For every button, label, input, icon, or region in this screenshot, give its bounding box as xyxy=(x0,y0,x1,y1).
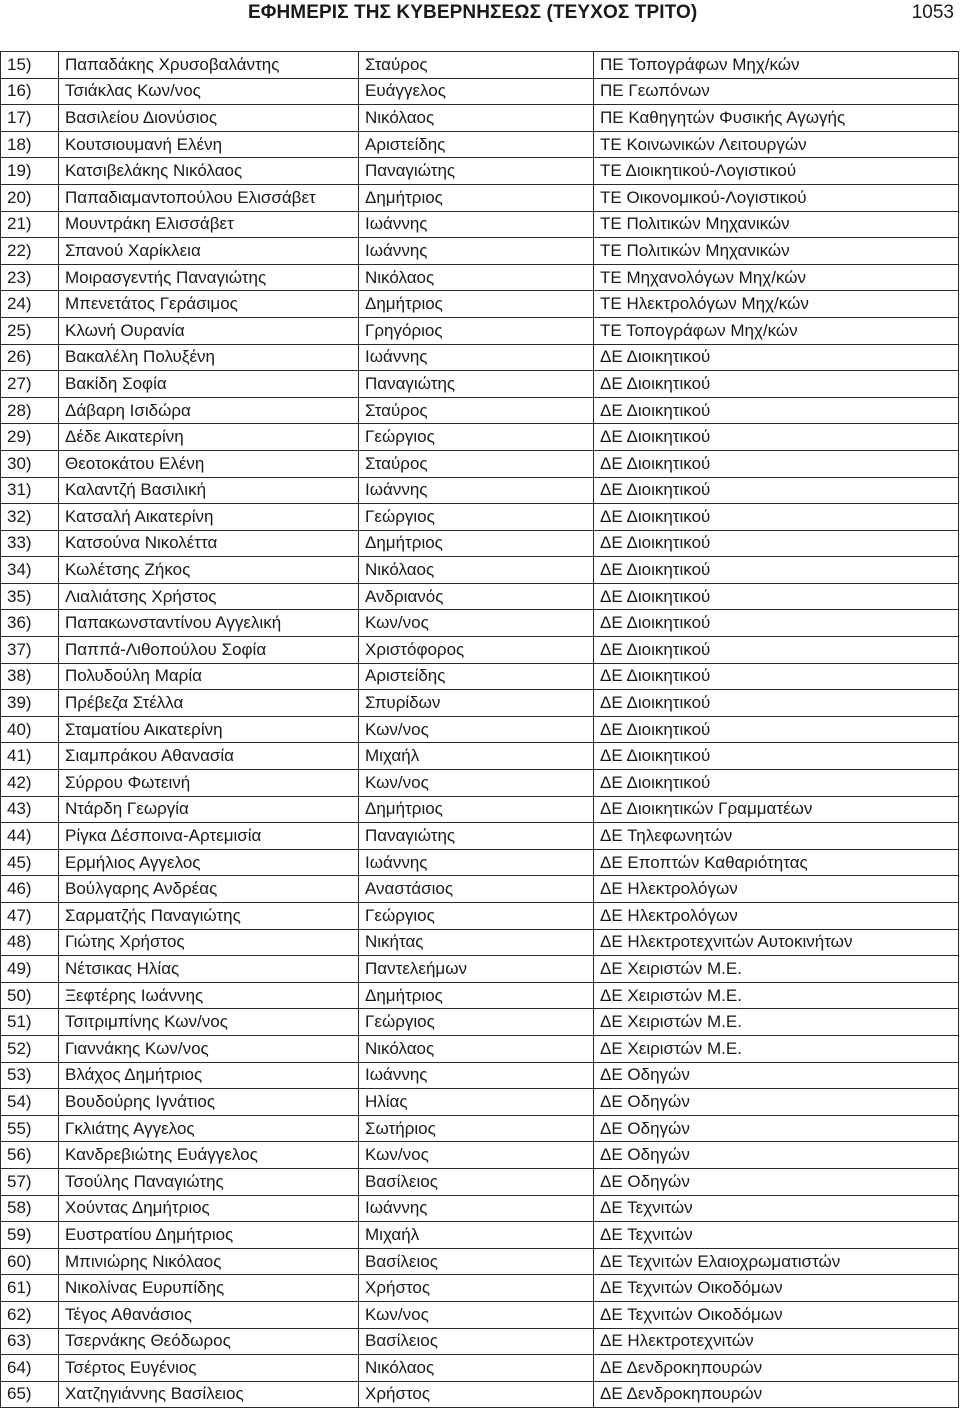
specialty-cell: ΔΕ Διοικητικού xyxy=(594,424,959,451)
father-name-cell: Μιχαήλ xyxy=(359,1222,594,1249)
table-row xyxy=(1,637,959,664)
father-name-cell: Χρήστος xyxy=(359,1275,594,1302)
row-number-cell: 19) xyxy=(1,158,59,185)
father-name-cell: Σταύρος xyxy=(359,450,594,477)
full-name-cell: Μπινιώρης Νικόλαος xyxy=(59,1248,359,1275)
table-row xyxy=(1,477,959,504)
row-number-cell: 40) xyxy=(1,716,59,743)
full-name-cell: Κατσαλή Αικατερίνη xyxy=(59,504,359,531)
specialty-cell: ΔΕ Διοικητικού xyxy=(594,344,959,371)
specialty-cell: ΤΕ Τοπογράφων Μηχ/κών xyxy=(594,317,959,344)
specialty-cell: ΔΕ Χειριστών Μ.Ε. xyxy=(594,982,959,1009)
full-name-cell: Ρίγκα Δέσποινα-Αρτεμισία xyxy=(59,823,359,850)
father-name-cell: Βασίλειος xyxy=(359,1248,594,1275)
table-row xyxy=(1,610,959,637)
row-number-cell: 49) xyxy=(1,956,59,983)
specialty-cell: ΤΕ Μηχανολόγων Μηχ/κών xyxy=(594,264,959,291)
full-name-cell: Σταματίου Αικατερίνη xyxy=(59,716,359,743)
row-number-cell: 62) xyxy=(1,1301,59,1328)
table-row xyxy=(1,211,959,238)
specialty-cell: ΔΕ Διοικητικού xyxy=(594,770,959,797)
specialty-cell: ΔΕ Χειριστών Μ.Ε. xyxy=(594,956,959,983)
row-number-cell: 34) xyxy=(1,557,59,584)
father-name-cell: Νικόλαος xyxy=(359,557,594,584)
full-name-cell: Γκλιάτης Αγγελος xyxy=(59,1115,359,1142)
father-name-cell: Γεώργιος xyxy=(359,903,594,930)
table-row xyxy=(1,131,959,158)
table-row xyxy=(1,424,959,451)
row-number-cell: 15) xyxy=(1,52,59,79)
full-name-cell: Λιαλιάτσης Χρήστος xyxy=(59,583,359,610)
specialty-cell: ΔΕ Διοικητικού xyxy=(594,610,959,637)
row-number-cell: 17) xyxy=(1,105,59,132)
father-name-cell: Μιχαήλ xyxy=(359,743,594,770)
full-name-cell: Βουδούρης Ιγνάτιος xyxy=(59,1089,359,1116)
table-row xyxy=(1,982,959,1009)
specialty-cell: ΤΕ Οικονομικού-Λογιστικού xyxy=(594,184,959,211)
row-number-cell: 58) xyxy=(1,1195,59,1222)
specialty-cell: ΔΕ Οδηγών xyxy=(594,1168,959,1195)
full-name-cell: Χούντας Δημήτριος xyxy=(59,1195,359,1222)
table-row xyxy=(1,1222,959,1249)
row-number-cell: 35) xyxy=(1,583,59,610)
specialty-cell: ΤΕ Πολιτικών Μηχανικών xyxy=(594,211,959,238)
father-name-cell: Κων/νος xyxy=(359,1301,594,1328)
table-row xyxy=(1,1328,959,1355)
full-name-cell: Τσέρτος Ευγένιος xyxy=(59,1355,359,1382)
specialty-cell: ΔΕ Δενδροκηπουρών xyxy=(594,1355,959,1382)
table-row xyxy=(1,557,959,584)
full-name-cell: Παππά-Λιθοπούλου Σοφία xyxy=(59,637,359,664)
staff-roster-table xyxy=(0,51,959,1408)
row-number-cell: 56) xyxy=(1,1142,59,1169)
table-row xyxy=(1,1301,959,1328)
specialty-cell: ΔΕ Διοικητικού xyxy=(594,504,959,531)
table-row xyxy=(1,796,959,823)
full-name-cell: Δάβαρη Ισιδώρα xyxy=(59,397,359,424)
row-number-cell: 60) xyxy=(1,1248,59,1275)
specialty-cell: ΔΕ Διοικητικού xyxy=(594,716,959,743)
father-name-cell: Σταύρος xyxy=(359,52,594,79)
full-name-cell: Νικολίνας Ευρυπίδης xyxy=(59,1275,359,1302)
full-name-cell: Μοιρασγεντής Παναγιώτης xyxy=(59,264,359,291)
table-row xyxy=(1,823,959,850)
row-number-cell: 55) xyxy=(1,1115,59,1142)
table-row xyxy=(1,1168,959,1195)
table-row xyxy=(1,1009,959,1036)
full-name-cell: Κατσούνα Νικολέττα xyxy=(59,530,359,557)
row-number-cell: 45) xyxy=(1,849,59,876)
table-row xyxy=(1,158,959,185)
specialty-cell: ΔΕ Διοικητικού xyxy=(594,583,959,610)
row-number-cell: 18) xyxy=(1,131,59,158)
specialty-cell: ΔΕ Διοικητικού xyxy=(594,557,959,584)
table-row xyxy=(1,690,959,717)
page-number: 1053 xyxy=(911,2,954,23)
specialty-cell: ΔΕ Οδηγών xyxy=(594,1142,959,1169)
table-row xyxy=(1,1195,959,1222)
father-name-cell: Παναγιώτης xyxy=(359,158,594,185)
row-number-cell: 48) xyxy=(1,929,59,956)
table-row xyxy=(1,504,959,531)
father-name-cell: Παντελεήμων xyxy=(359,956,594,983)
table-row xyxy=(1,876,959,903)
table-row xyxy=(1,663,959,690)
father-name-cell: Νικόλαος xyxy=(359,1035,594,1062)
father-name-cell: Σπυρίδων xyxy=(359,690,594,717)
full-name-cell: Παπαδάκης Χρυσοβαλάντης xyxy=(59,52,359,79)
row-number-cell: 38) xyxy=(1,663,59,690)
father-name-cell: Ανδριανός xyxy=(359,583,594,610)
father-name-cell: Ιωάννης xyxy=(359,344,594,371)
specialty-cell: ΠΕ Γεωπόνων xyxy=(594,78,959,105)
father-name-cell: Γεώργιος xyxy=(359,424,594,451)
full-name-cell: Κουτσιουμανή Ελένη xyxy=(59,131,359,158)
table-row xyxy=(1,105,959,132)
table-row xyxy=(1,291,959,318)
full-name-cell: Μουντράκη Ελισσάβετ xyxy=(59,211,359,238)
full-name-cell: Σύρρου Φωτεινή xyxy=(59,770,359,797)
specialty-cell: ΤΕ Πολιτικών Μηχανικών xyxy=(594,238,959,265)
table-row xyxy=(1,1355,959,1382)
specialty-cell: ΔΕ Ηλεκτρολόγων xyxy=(594,876,959,903)
father-name-cell: Παναγιώτης xyxy=(359,823,594,850)
row-number-cell: 52) xyxy=(1,1035,59,1062)
table-row xyxy=(1,344,959,371)
full-name-cell: Βακίδη Σοφία xyxy=(59,371,359,398)
full-name-cell: Πρέβεζα Στέλλα xyxy=(59,690,359,717)
table-row xyxy=(1,903,959,930)
row-number-cell: 57) xyxy=(1,1168,59,1195)
table-row xyxy=(1,1275,959,1302)
table-row xyxy=(1,317,959,344)
table-row xyxy=(1,450,959,477)
row-number-cell: 30) xyxy=(1,450,59,477)
specialty-cell: ΤΕ Ηλεκτρολόγων Μηχ/κών xyxy=(594,291,959,318)
row-number-cell: 51) xyxy=(1,1009,59,1036)
full-name-cell: Κλωνή Ουρανία xyxy=(59,317,359,344)
father-name-cell: Αναστάσιος xyxy=(359,876,594,903)
row-number-cell: 29) xyxy=(1,424,59,451)
full-name-cell: Ξεφτέρης Ιωάννης xyxy=(59,982,359,1009)
full-name-cell: Σιαμπράκου Αθανασία xyxy=(59,743,359,770)
row-number-cell: 39) xyxy=(1,690,59,717)
table-row xyxy=(1,1089,959,1116)
father-name-cell: Δημήτριος xyxy=(359,796,594,823)
row-number-cell: 53) xyxy=(1,1062,59,1089)
full-name-cell: Βούλγαρης Ανδρέας xyxy=(59,876,359,903)
row-number-cell: 32) xyxy=(1,504,59,531)
row-number-cell: 59) xyxy=(1,1222,59,1249)
specialty-cell: ΔΕ Διοικητικού xyxy=(594,397,959,424)
row-number-cell: 33) xyxy=(1,530,59,557)
father-name-cell: Νικήτας xyxy=(359,929,594,956)
full-name-cell: Γιώτης Χρήστος xyxy=(59,929,359,956)
row-number-cell: 28) xyxy=(1,397,59,424)
father-name-cell: Νικόλαος xyxy=(359,105,594,132)
full-name-cell: Ντάρδη Γεωργία xyxy=(59,796,359,823)
father-name-cell: Ιωάννης xyxy=(359,477,594,504)
row-number-cell: 61) xyxy=(1,1275,59,1302)
father-name-cell: Ιωάννης xyxy=(359,1195,594,1222)
father-name-cell: Ιωάννης xyxy=(359,238,594,265)
father-name-cell: Βασίλειος xyxy=(359,1328,594,1355)
specialty-cell: ΔΕ Τεχνιτών Ελαιοχρωματιστών xyxy=(594,1248,959,1275)
table-row xyxy=(1,849,959,876)
father-name-cell: Δημήτριος xyxy=(359,184,594,211)
table-row xyxy=(1,52,959,79)
full-name-cell: Βακαλέλη Πολυξένη xyxy=(59,344,359,371)
row-number-cell: 27) xyxy=(1,371,59,398)
full-name-cell: Παπακωνσταντίνου Αγγελική xyxy=(59,610,359,637)
full-name-cell: Κανδρεβιώτης Ευάγγελος xyxy=(59,1142,359,1169)
father-name-cell: Γεώργιος xyxy=(359,504,594,531)
full-name-cell: Πολυδούλη Μαρία xyxy=(59,663,359,690)
row-number-cell: 65) xyxy=(1,1381,59,1408)
full-name-cell: Τσιτριμπίνης Κων/νος xyxy=(59,1009,359,1036)
specialty-cell: ΔΕ Τεχνιτών Οικοδόμων xyxy=(594,1301,959,1328)
specialty-cell: ΔΕ Χειριστών Μ.Ε. xyxy=(594,1035,959,1062)
specialty-cell: ΔΕ Οδηγών xyxy=(594,1062,959,1089)
father-name-cell: Βασίλειος xyxy=(359,1168,594,1195)
table-row xyxy=(1,371,959,398)
table-row xyxy=(1,583,959,610)
row-number-cell: 26) xyxy=(1,344,59,371)
row-number-cell: 63) xyxy=(1,1328,59,1355)
table-row xyxy=(1,716,959,743)
full-name-cell: Σαρματζής Παναγιώτης xyxy=(59,903,359,930)
page-header xyxy=(0,0,960,30)
specialty-cell: ΠΕ Καθηγητών Φυσικής Αγωγής xyxy=(594,105,959,132)
roster-body xyxy=(1,52,959,1408)
full-name-cell: Κωλέτσης Ζήκος xyxy=(59,557,359,584)
father-name-cell: Δημήτριος xyxy=(359,291,594,318)
full-name-cell: Βλάχος Δημήτριος xyxy=(59,1062,359,1089)
specialty-cell: ΔΕ Διοικητικού xyxy=(594,663,959,690)
table-row xyxy=(1,78,959,105)
father-name-cell: Χρήστος xyxy=(359,1381,594,1408)
table-row xyxy=(1,743,959,770)
full-name-cell: Μπενετάτος Γεράσιμος xyxy=(59,291,359,318)
full-name-cell: Τσούλης Παναγιώτης xyxy=(59,1168,359,1195)
specialty-cell: ΔΕ Διοικητικών Γραμματέων xyxy=(594,796,959,823)
specialty-cell: ΔΕ Διοικητικού xyxy=(594,371,959,398)
father-name-cell: Σωτήριος xyxy=(359,1115,594,1142)
father-name-cell: Χριστόφορος xyxy=(359,637,594,664)
father-name-cell: Παναγιώτης xyxy=(359,371,594,398)
full-name-cell: Νέτσικας Ηλίας xyxy=(59,956,359,983)
full-name-cell: Καλαντζή Βασιλική xyxy=(59,477,359,504)
specialty-cell: ΔΕ Τεχνιτών Οικοδόμων xyxy=(594,1275,959,1302)
specialty-cell: ΔΕ Δενδροκηπουρών xyxy=(594,1381,959,1408)
full-name-cell: Χατζηγιάννης Βασίλειος xyxy=(59,1381,359,1408)
father-name-cell: Γρηγόριος xyxy=(359,317,594,344)
father-name-cell: Αριστείδης xyxy=(359,131,594,158)
specialty-cell: ΔΕ Τηλεφωνητών xyxy=(594,823,959,850)
table-row xyxy=(1,397,959,424)
specialty-cell: ΔΕ Ηλεκτρολόγων xyxy=(594,903,959,930)
row-number-cell: 16) xyxy=(1,78,59,105)
full-name-cell: Τέγος Αθανάσιος xyxy=(59,1301,359,1328)
full-name-cell: Ερμήλιος Αγγελος xyxy=(59,849,359,876)
table-row xyxy=(1,238,959,265)
full-name-cell: Κατσιβελάκης Νικόλαος xyxy=(59,158,359,185)
specialty-cell: ΔΕ Διοικητικού xyxy=(594,450,959,477)
table-row xyxy=(1,1381,959,1408)
full-name-cell: Ευστρατίου Δημήτριος xyxy=(59,1222,359,1249)
full-name-cell: Τσερνάκης Θεόδωρος xyxy=(59,1328,359,1355)
row-number-cell: 23) xyxy=(1,264,59,291)
table-row xyxy=(1,770,959,797)
specialty-cell: ΤΕ Διοικητικού-Λογιστικού xyxy=(594,158,959,185)
table-row xyxy=(1,1248,959,1275)
row-number-cell: 21) xyxy=(1,211,59,238)
father-name-cell: Ιωάννης xyxy=(359,1062,594,1089)
table-row xyxy=(1,530,959,557)
row-number-cell: 41) xyxy=(1,743,59,770)
father-name-cell: Δημήτριος xyxy=(359,982,594,1009)
father-name-cell: Ευάγγελος xyxy=(359,78,594,105)
table-row xyxy=(1,929,959,956)
table-row xyxy=(1,1035,959,1062)
father-name-cell: Ιωάννης xyxy=(359,211,594,238)
row-number-cell: 36) xyxy=(1,610,59,637)
row-number-cell: 37) xyxy=(1,637,59,664)
full-name-cell: Θεοτοκάτου Ελένη xyxy=(59,450,359,477)
father-name-cell: Δημήτριος xyxy=(359,530,594,557)
row-number-cell: 64) xyxy=(1,1355,59,1382)
specialty-cell: ΔΕ Διοικητικού xyxy=(594,477,959,504)
specialty-cell: ΔΕ Διοικητικού xyxy=(594,637,959,664)
father-name-cell: Νικόλαος xyxy=(359,264,594,291)
table-row xyxy=(1,264,959,291)
table-row xyxy=(1,1142,959,1169)
specialty-cell: ΔΕ Ηλεκτροτεχνιτών xyxy=(594,1328,959,1355)
father-name-cell: Κων/νος xyxy=(359,1142,594,1169)
father-name-cell: Ιωάννης xyxy=(359,849,594,876)
father-name-cell: Κων/νος xyxy=(359,610,594,637)
row-number-cell: 31) xyxy=(1,477,59,504)
row-number-cell: 54) xyxy=(1,1089,59,1116)
row-number-cell: 42) xyxy=(1,770,59,797)
father-name-cell: Αριστείδης xyxy=(359,663,594,690)
row-number-cell: 47) xyxy=(1,903,59,930)
table-row xyxy=(1,1062,959,1089)
specialty-cell: ΔΕ Εποπτών Καθαριότητας xyxy=(594,849,959,876)
full-name-cell: Βασιλείου Διονύσιος xyxy=(59,105,359,132)
row-number-cell: 44) xyxy=(1,823,59,850)
specialty-cell: ΔΕ Χειριστών Μ.Ε. xyxy=(594,1009,959,1036)
row-number-cell: 24) xyxy=(1,291,59,318)
father-name-cell: Κων/νος xyxy=(359,770,594,797)
full-name-cell: Παπαδιαμαντοπούλου Ελισσάβετ xyxy=(59,184,359,211)
full-name-cell: Σπανού Χαρίκλεια xyxy=(59,238,359,265)
specialty-cell: ΔΕ Διοικητικού xyxy=(594,743,959,770)
father-name-cell: Σταύρος xyxy=(359,397,594,424)
specialty-cell: ΤΕ Κοινωνικών Λειτουργών xyxy=(594,131,959,158)
specialty-cell: ΔΕ Ηλεκτροτεχνιτών Αυτοκινήτων xyxy=(594,929,959,956)
specialty-cell: ΔΕ Διοικητικού xyxy=(594,690,959,717)
full-name-cell: Γιαννάκης Κων/νος xyxy=(59,1035,359,1062)
specialty-cell: ΔΕ Οδηγών xyxy=(594,1115,959,1142)
row-number-cell: 25) xyxy=(1,317,59,344)
gazette-title: ΕΦΗΜΕΡΙΣ ΤΗΣ ΚΥΒΕΡΝΗΣΕΩΣ (ΤΕΥΧΟΣ ΤΡΙΤΟ) xyxy=(248,2,698,23)
table-row xyxy=(1,1115,959,1142)
row-number-cell: 22) xyxy=(1,238,59,265)
father-name-cell: Νικόλαος xyxy=(359,1355,594,1382)
father-name-cell: Ηλίας xyxy=(359,1089,594,1116)
row-number-cell: 43) xyxy=(1,796,59,823)
father-name-cell: Κων/νος xyxy=(359,716,594,743)
specialty-cell: ΠΕ Τοπογράφων Μηχ/κών xyxy=(594,52,959,79)
row-number-cell: 20) xyxy=(1,184,59,211)
row-number-cell: 50) xyxy=(1,982,59,1009)
specialty-cell: ΔΕ Οδηγών xyxy=(594,1089,959,1116)
specialty-cell: ΔΕ Διοικητικού xyxy=(594,530,959,557)
specialty-cell: ΔΕ Τεχνιτών xyxy=(594,1222,959,1249)
father-name-cell: Γεώργιος xyxy=(359,1009,594,1036)
full-name-cell: Δέδε Αικατερίνη xyxy=(59,424,359,451)
row-number-cell: 46) xyxy=(1,876,59,903)
full-name-cell: Τσιάκλας Κων/νος xyxy=(59,78,359,105)
table-row xyxy=(1,184,959,211)
table-row xyxy=(1,956,959,983)
specialty-cell: ΔΕ Τεχνιτών xyxy=(594,1195,959,1222)
